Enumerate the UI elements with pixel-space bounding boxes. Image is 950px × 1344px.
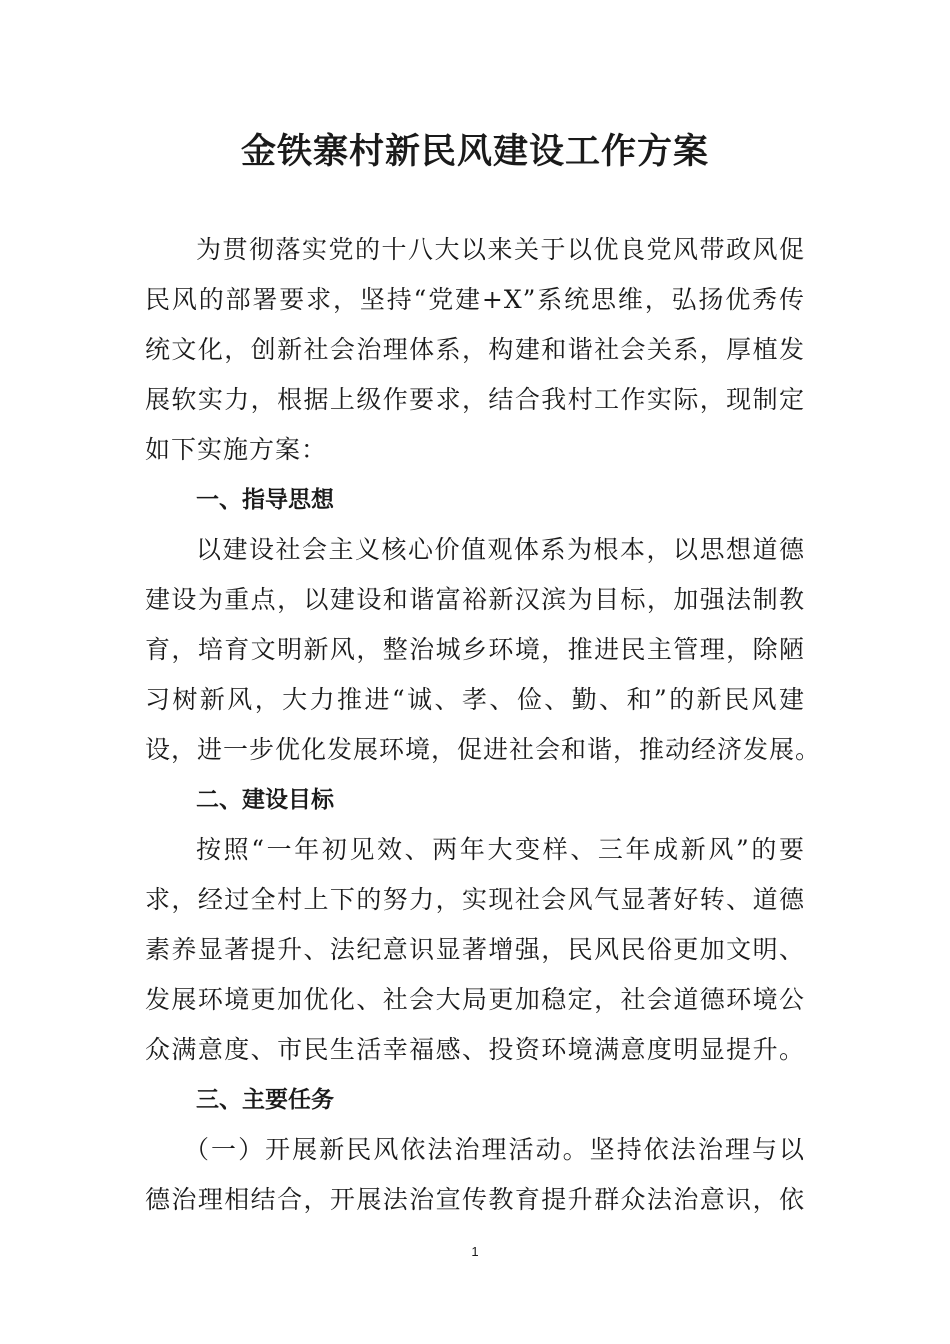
section-3-line-1: （一）开展新民风依法治理活动。坚持依法治理与以	[184, 1135, 805, 1164]
section-heading-guiding-thought: 一、指导思想	[196, 487, 334, 513]
section-1-line-4: 习树新风，大力推进“诚、孝、俭、勤、和”的新民风建	[145, 685, 805, 714]
intro-line-2: 民风的部署要求，坚持“党建+X”系统思维，弘扬优秀传	[145, 285, 805, 314]
section-2-line-5: 众满意度、市民生活幸福感、投资环境满意度明显提升。	[145, 1035, 805, 1064]
section-3-line-2: 德治理相结合，开展法治宣传教育提升群众法治意识，依	[145, 1185, 805, 1214]
intro-line-3: 统文化，创新社会治理体系，构建和谐社会关系，厚植发	[145, 335, 805, 364]
section-1-line-2: 建设为重点，以建设和谐富裕新汉滨为目标，加强法制教	[145, 585, 805, 614]
document-title: 金铁寨村新民风建设工作方案	[240, 132, 709, 172]
section-1-line-5: 设，进一步优化发展环境，促进社会和谐，推动经济发展。	[145, 735, 822, 764]
section-2-line-3: 素养显著提升、法纪意识显著增强，民风民俗更加文明、	[145, 935, 805, 964]
section-1-line-1: 以建设社会主义核心价值观体系为根本，以思想道德	[196, 535, 805, 564]
section-heading-goals: 二、建设目标	[196, 787, 334, 813]
page-number: 1	[471, 1244, 479, 1259]
section-2-line-2: 求，经过全村上下的努力，实现社会风气显著好转、道德	[145, 885, 805, 914]
intro-line-1: 为贯彻落实党的十八大以来关于以优良党风带政风促	[196, 235, 805, 264]
section-2-line-1: 按照“一年初见效、两年大变样、三年成新风”的要	[196, 835, 805, 864]
intro-line-4: 展软实力，根据上级作要求，结合我村工作实际，现制定	[145, 385, 805, 414]
section-1-line-3: 育，培育文明新风，整治城乡环境，推进民主管理，除陋	[145, 635, 805, 664]
section-heading-main-tasks: 三、主要任务	[196, 1087, 334, 1113]
intro-line-5: 如下实施方案：	[145, 435, 328, 464]
section-2-line-4: 发展环境更加优化、社会大局更加稳定，社会道德环境公	[145, 985, 805, 1014]
